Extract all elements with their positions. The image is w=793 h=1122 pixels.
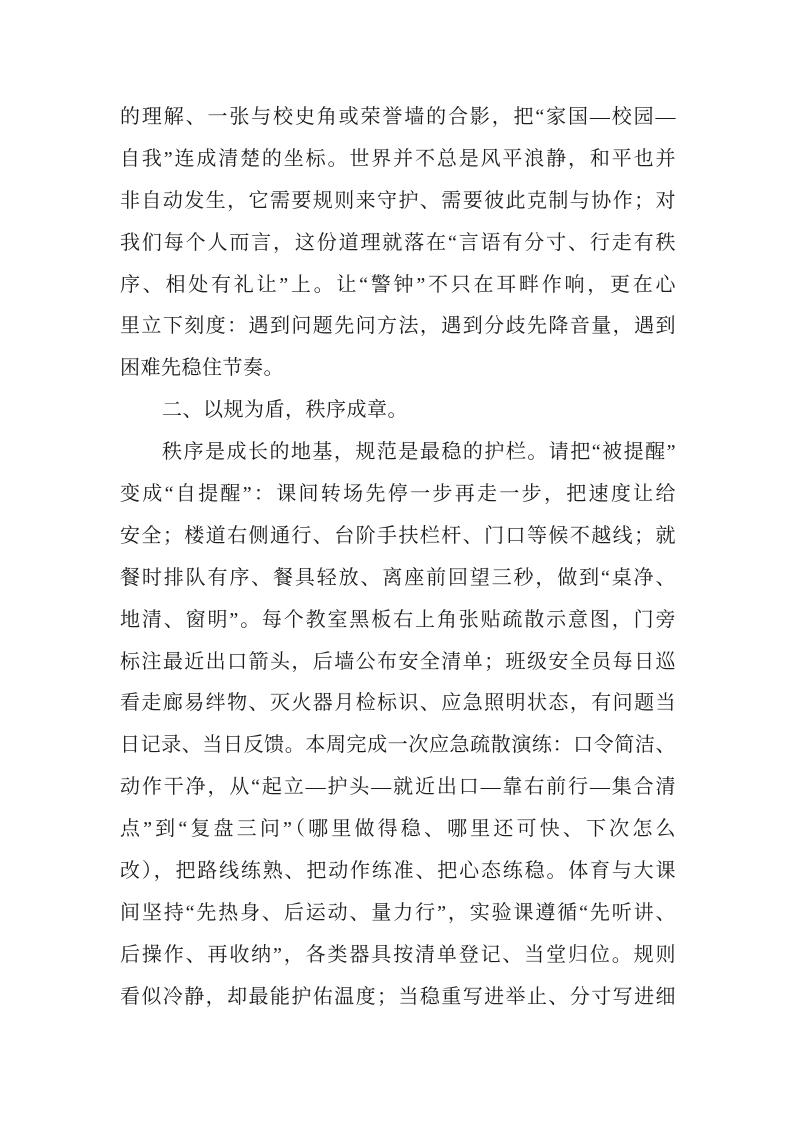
text-line: 自我”连成清楚的坐标。世界并不总是风平浪静，和平也并 bbox=[120, 147, 676, 170]
text-line: 序、相处有礼让”上。让“警钟”不只在耳畔作响，更在心 bbox=[120, 273, 676, 296]
text-line: 看似冷静，却最能护佑温度；当稳重写进举止、分寸写进细 bbox=[120, 985, 676, 1008]
text-line: 日记录、当日反馈。本周完成一次应急疏散演练：口令简洁、 bbox=[120, 734, 676, 757]
text-line: 变成“自提醒”：课间转场先停一步再走一步，把速度让给 bbox=[120, 483, 676, 506]
text-line: 改），把路线练熟、把动作练准、把心态练稳。体育与大课 bbox=[120, 860, 676, 883]
text-line: 地清、窗明”。每个教室黑板右上角张贴疏散示意图，门旁 bbox=[120, 608, 676, 631]
section-heading bbox=[120, 390, 676, 432]
text-line: 非自动发生，它需要规则来守护、需要彼此克制与协作；对 bbox=[120, 189, 676, 212]
text-line: 间坚持“先热身、后运动、量力行”，实验课遵循“先听讲、 bbox=[120, 901, 676, 924]
text-line: 里立下刻度：遇到问题先问方法，遇到分歧先降音量，遇到 bbox=[120, 315, 676, 338]
text-line: 标注最近出口箭头，后墙公布安全清单；班级安全员每日巡 bbox=[120, 650, 676, 673]
paragraph-continuation bbox=[120, 97, 676, 390]
text-line: 困难先稳住节奏。 bbox=[120, 357, 284, 380]
text-line: 的理解、一张与校史角或荣誉墙的合影，把“家国—校园— bbox=[120, 106, 676, 128]
text-line: 餐时排队有序、餐具轻放、离座前回望三秒，做到“桌净、 bbox=[120, 566, 676, 589]
text-line: 我们每个人而言，这份道理就落在“言语有分寸、行走有秩 bbox=[120, 231, 676, 254]
text-line: 后操作、再收纳”，各类器具按清单登记、当堂归位。规则 bbox=[120, 943, 676, 966]
text-line: 二、以规为盾，秩序成章。 bbox=[162, 399, 408, 422]
paragraph-body bbox=[120, 432, 676, 1018]
text-line: 看走廊易绊物、灭火器月检标识、应急照明状态，有问题当 bbox=[120, 692, 676, 715]
text-line: 秩序是成长的地基，规范是最稳的护栏。请把“被提醒” bbox=[162, 441, 676, 464]
text-line: 动作干净，从“起立—护头—就近出口—靠右前行—集合清 bbox=[120, 776, 676, 799]
text-line: 点”到“复盘三问”（哪里做得稳、哪里还可快、下次怎么 bbox=[120, 818, 676, 841]
document-content bbox=[120, 97, 676, 1019]
text-line: 安全；楼道右侧通行、台阶手扶栏杆、门口等候不越线；就 bbox=[120, 524, 676, 547]
